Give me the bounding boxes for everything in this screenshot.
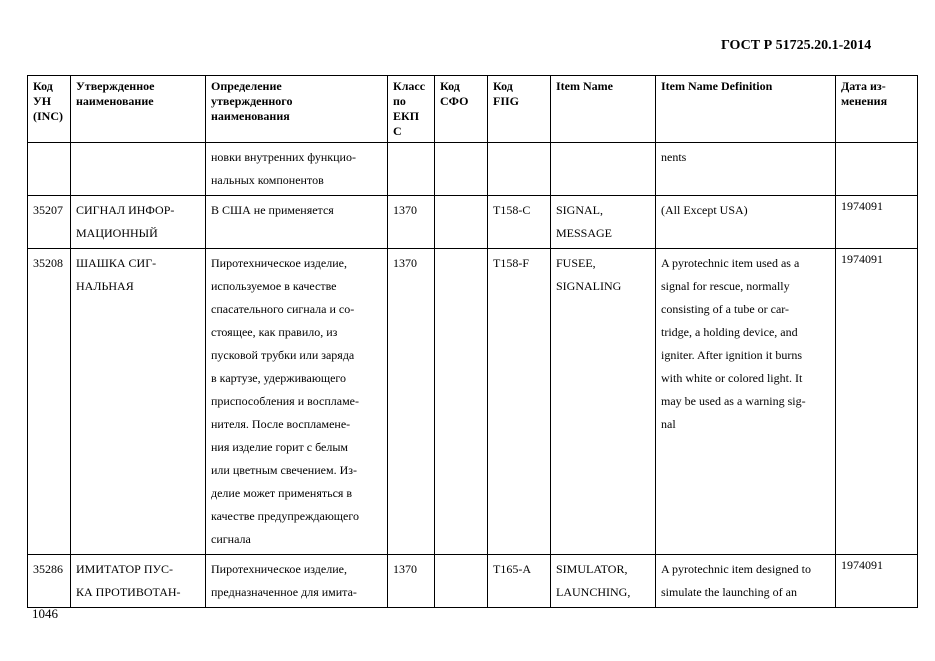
cell-inc: 35207 bbox=[28, 196, 71, 249]
cell-name bbox=[71, 143, 206, 196]
cell-class: 1370 bbox=[388, 196, 435, 249]
cell-definition: новки внутренних функцио- нальных компонентов bbox=[206, 143, 388, 196]
table-row bbox=[28, 249, 918, 555]
cell-date: 1974091 bbox=[836, 555, 918, 608]
cell-sfo bbox=[435, 143, 488, 196]
header-inc: Код УН (INC) bbox=[28, 76, 71, 143]
cell-item-definition: (All Except USA) bbox=[656, 196, 836, 249]
header-definition: Определение утвержденного наименования bbox=[206, 76, 388, 143]
cell-item-name: SIMULATOR, LAUNCHING, bbox=[551, 555, 656, 608]
cell-date: 1974091 bbox=[836, 196, 918, 249]
header-change-date: Дата из- менения bbox=[836, 76, 918, 143]
cell-definition: В США не применяется bbox=[206, 196, 388, 249]
cell-definition: Пиротехническое изделие, предназначенное для имита- bbox=[206, 555, 388, 608]
cell-item-name: SIGNAL, MESSAGE bbox=[551, 196, 656, 249]
table-header-row bbox=[28, 76, 918, 143]
header-item-name: Item Name bbox=[551, 76, 656, 143]
cell-inc: 35208 bbox=[28, 249, 71, 555]
cell-sfo bbox=[435, 196, 488, 249]
cell-name: ШАШКА СИГ- НАЛЬНАЯ bbox=[71, 249, 206, 555]
cell-class bbox=[388, 143, 435, 196]
cell-fiig: T165-A bbox=[488, 555, 551, 608]
cell-definition: Пиротехническое изделие, используемое в качестве спасательного сигнала и со- стоящее, как правило, из пусковой трубки или заряда в картузе, удерживающего приспособления и воспламе- нителя. После воспламене- ния изделие горит с белым или цветным свечением. Из- делие может применяться в качестве предупреждающего сигнала bbox=[206, 249, 388, 555]
cell-item-definition: A pyrotechnic item used as a signal for rescue, normally consisting of a tube or car- tridge, a holding device, and igniter. After ignition it burns with white or colored light. It may be used as a warning sig- nal bbox=[656, 249, 836, 555]
cell-name: ИМИТАТОР ПУС- КА ПРОТИВОТАН- bbox=[71, 555, 206, 608]
cell-sfo bbox=[435, 249, 488, 555]
codification-table bbox=[27, 75, 918, 608]
cell-item-definition: A pyrotechnic item designed to simulate the launching of an bbox=[656, 555, 836, 608]
cell-fiig: T158-C bbox=[488, 196, 551, 249]
cell-inc: 35286 bbox=[28, 555, 71, 608]
header-sfo: Код СФО bbox=[435, 76, 488, 143]
table-row bbox=[28, 196, 918, 249]
page-number: 1046 bbox=[32, 606, 58, 621]
table-row bbox=[28, 555, 918, 608]
table-row bbox=[28, 143, 918, 196]
header-approved-name: Утвержденное наименование bbox=[71, 76, 206, 143]
cell-fiig: T158-F bbox=[488, 249, 551, 555]
document-title: ГОСТ Р 51725.20.1-2014 bbox=[721, 38, 872, 53]
cell-inc bbox=[28, 143, 71, 196]
cell-item-definition: nents bbox=[656, 143, 836, 196]
cell-item-name bbox=[551, 143, 656, 196]
cell-item-name: FUSEE, SIGNALING bbox=[551, 249, 656, 555]
cell-class: 1370 bbox=[388, 555, 435, 608]
cell-fiig bbox=[488, 143, 551, 196]
cell-sfo bbox=[435, 555, 488, 608]
header-class: Класс по ЕКП С bbox=[388, 76, 435, 143]
cell-name: СИГНАЛ ИНФОР- МАЦИОННЫЙ bbox=[71, 196, 206, 249]
cell-date: 1974091 bbox=[836, 249, 918, 555]
header-item-name-definition: Item Name Definition bbox=[656, 76, 836, 143]
cell-date bbox=[836, 143, 918, 196]
cell-class: 1370 bbox=[388, 249, 435, 555]
header-fiig: Код FIIG bbox=[488, 76, 551, 143]
